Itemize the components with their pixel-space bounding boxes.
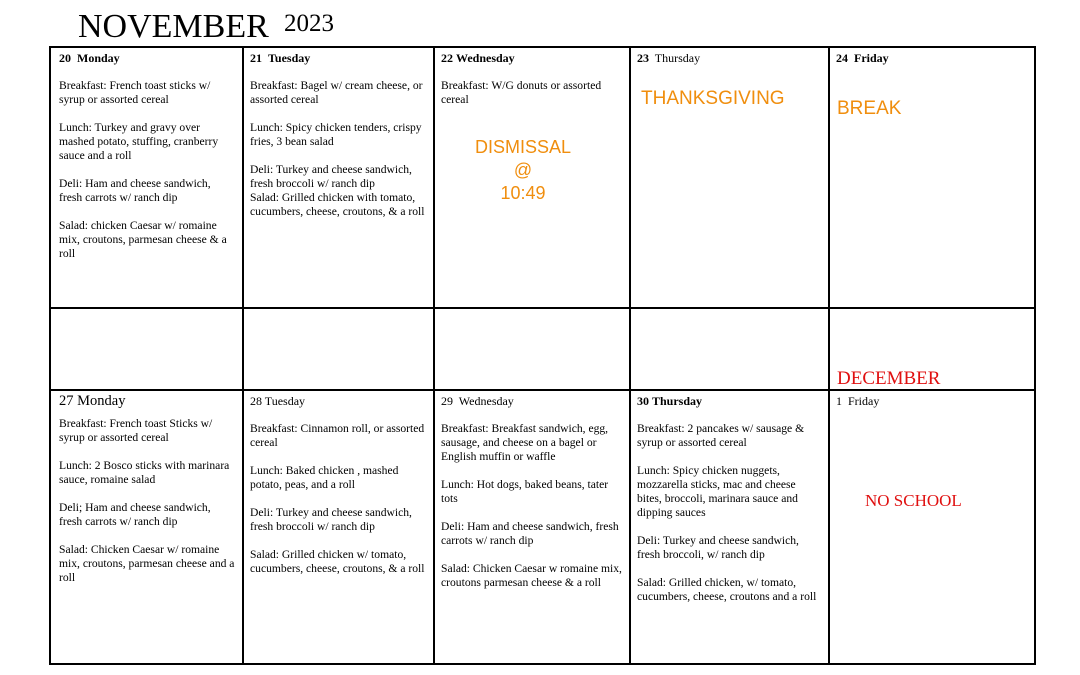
menu-deli: Deli: Turkey and cheese sandwich, fresh broccoli w/ ranch dip <box>250 506 412 533</box>
day-header: 21 Tuesday <box>250 51 311 65</box>
day-cell-nov-23 <box>631 48 828 109</box>
menu-deli: Deli: Turkey and cheese sandwich, fresh broccoli, w/ ranch dip <box>637 534 799 561</box>
day-header: 20 Monday <box>59 51 120 65</box>
day-header: 1 Friday <box>836 394 880 408</box>
day-header: 30 Thursday <box>637 394 703 408</box>
menu-breakfast: Breakfast: French toast Sticks w/ syrup or assorted cereal <box>59 417 213 444</box>
day-cell-nov-28 <box>244 391 433 590</box>
december-label: DECEMBER <box>837 368 941 389</box>
calendar-grid <box>49 46 1036 665</box>
menu-deli: Deli: Turkey and cheese sandwich, fresh broccoli w/ ranch dip <box>250 163 412 190</box>
day-cell-nov-24 <box>830 48 1035 119</box>
menu-lunch: Lunch: Baked chicken , mashed potato, peas, and a roll <box>250 464 399 491</box>
day-header: 28 Tuesday <box>250 394 306 408</box>
menu-salad: Salad: Grilled chicken with tomato, cucumbers, cheese, croutons, & a roll <box>250 191 425 218</box>
month-label: NOVEMBER <box>78 8 269 45</box>
menu-breakfast: Breakfast: Breakfast sandwich, egg, sausage, and cheese on a bagel or English muffin or waffle <box>441 422 609 463</box>
day-header: 23 Thursday <box>637 51 701 65</box>
day-header: 22 Wednesday <box>441 51 515 65</box>
menu-lunch: Lunch: Spicy chicken nuggets, mozzarella sticks, mac and cheese bites, broccoli, marinara sauce and dipping sauces <box>637 464 798 519</box>
calendar-title <box>78 7 334 47</box>
day-header: 27 Monday <box>59 393 126 409</box>
day-cell-nov-21 <box>244 48 433 233</box>
menu-breakfast: Breakfast: 2 pancakes w/ sausage & syrup or assorted cereal <box>637 422 805 449</box>
day-cell-nov-30 <box>631 391 828 618</box>
menu-salad: Salad: Chicken Caesar w/ romaine mix, croutons, parmesan cheese and a roll <box>59 543 235 584</box>
day-header: 24 Friday <box>836 51 889 65</box>
menu-breakfast: Breakfast: French toast sticks w/ syrup or assorted cereal <box>59 79 211 106</box>
menu-lunch: Lunch: 2 Bosco sticks with marinara sauce, romaine salad <box>59 459 230 486</box>
holiday-notice: BREAK <box>837 98 902 119</box>
menu-salad: Salad: Grilled chicken w/ tomato, cucumbers, cheese, croutons, & a roll <box>250 548 425 575</box>
menu-breakfast: Breakfast: Bagel w/ cream cheese, or assorted cereal <box>250 79 423 106</box>
day-cell-nov-27 <box>53 391 242 599</box>
day-cell-nov-22 <box>435 48 629 203</box>
menu-deli: Deli; Ham and cheese sandwich, fresh carrots w/ ranch dip <box>59 501 211 528</box>
grid-divider <box>51 307 1034 309</box>
menu-salad: Salad: Grilled chicken, w/ tomato, cucumbers, cheese, croutons and a roll <box>637 576 817 603</box>
year-label: 2023 <box>284 10 334 37</box>
day-header: 29 Wednesday <box>441 394 514 408</box>
dismissal-notice: DISMISSAL @ 10:49 <box>474 137 572 203</box>
menu-breakfast: Breakfast: Cinnamon roll, or assorted cereal <box>250 422 425 449</box>
holiday-notice: THANKSGIVING <box>641 88 785 109</box>
menu-salad: Salad: chicken Caesar w/ romaine mix, croutons, parmesan cheese & a roll <box>59 219 227 260</box>
grid-divider <box>828 48 830 663</box>
menu-lunch: Lunch: Spicy chicken tenders, crispy fries, 3 bean salad <box>250 121 422 148</box>
menu-deli: Deli: Ham and cheese sandwich, fresh carrots w/ ranch dip <box>59 177 211 204</box>
day-cell-nov-29 <box>435 391 629 604</box>
no-school-notice: NO SCHOOL <box>865 491 962 510</box>
menu-deli: Deli: Ham and cheese sandwich, fresh carrots w/ ranch dip <box>441 520 619 547</box>
day-cell-dec-1 <box>830 391 1035 510</box>
menu-salad: Salad: Chicken Caesar w romaine mix, croutons parmesan cheese & a roll <box>441 562 622 589</box>
menu-lunch: Lunch: Turkey and gravy over mashed potato, stuffing, cranberry sauce and a roll <box>59 121 219 162</box>
menu-lunch: Lunch: Hot dogs, baked beans, tater tots <box>441 478 609 505</box>
day-cell-nov-20 <box>53 48 242 275</box>
menu-breakfast: Breakfast: W/G donuts or assorted cereal <box>441 79 602 106</box>
